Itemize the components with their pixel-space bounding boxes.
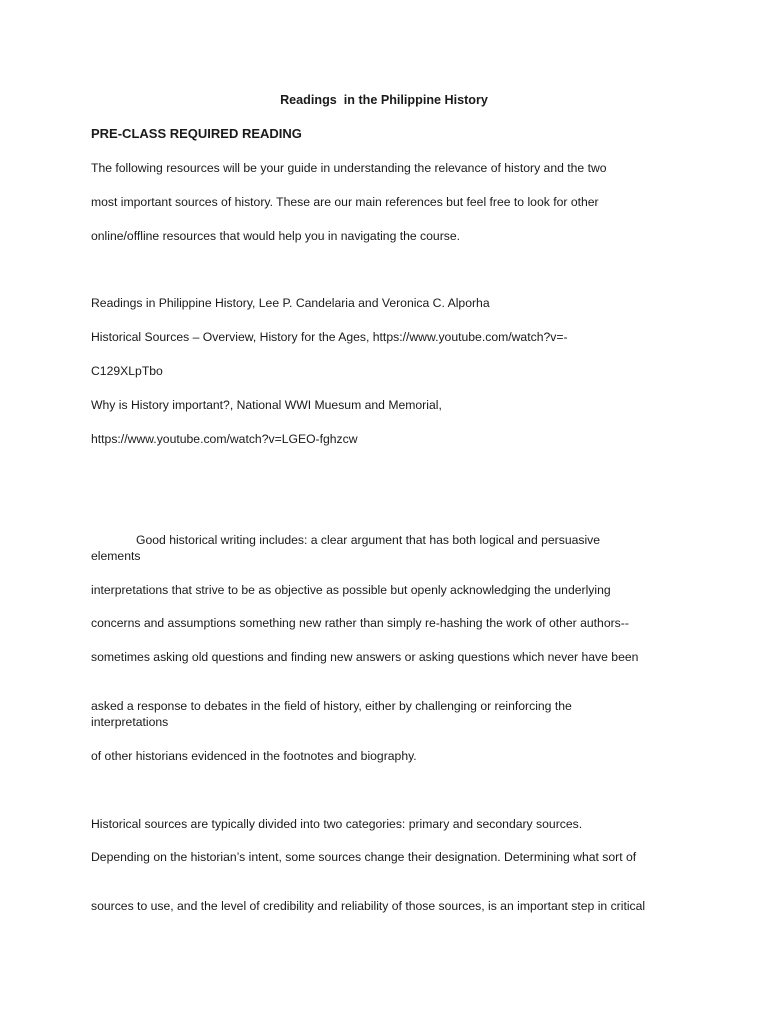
intro-line-1: The following resources will be your guide in understanding the relevance of history and the two [91, 161, 607, 175]
writing-line-4: sometimes asking old questions and finding new answers or asking questions which never have been [91, 650, 639, 664]
writing-line-2: interpretations that strive to be as objective as possible but openly acknowledging the underlying [91, 583, 611, 597]
writing-line-1: Good historical writing includes: a clear argument that has both logical and persuasive elements [91, 533, 601, 563]
intro-line-3: online/offline resources that would help you in navigating the course. [91, 229, 461, 243]
reference-line-1: Readings in Philippine History, Lee P. Candelaria and Veronica C. Alporha [91, 296, 490, 310]
sources-line-2: Depending on the historian’s intent, some sources change their designation. Determining what sort of [91, 850, 637, 864]
writing-line-5: asked a response to debates in the field of history, either by challenging or reinforcing the interpretations [91, 699, 572, 729]
reference-line-3: C129XLpTbo [91, 364, 163, 378]
section-heading: PRE-CLASS REQUIRED READING [91, 126, 302, 141]
document-title: Readings in the Philippine History [280, 93, 488, 107]
writing-line-6: of other historians evidenced in the footnotes and biography. [91, 749, 417, 763]
sources-line-3: sources to use, and the level of credibility and reliability of those sources, is an important step in critical [91, 899, 646, 913]
intro-line-2: most important sources of history. These are our main references but feel free to look for other [91, 195, 599, 209]
writing-line-3: concerns and assumptions something new rather than simply re-hashing the work of other authors-- [91, 616, 629, 630]
sources-line-1: Historical sources are typically divided into two categories: primary and secondary sources. [91, 817, 583, 831]
reference-line-2: Historical Sources – Overview, History for the Ages, https://www.youtube.com/watch?v=- [91, 330, 568, 344]
reference-line-5: https://www.youtube.com/watch?v=LGEO-fghzcw [91, 432, 358, 446]
reference-line-4: Why is History important?, National WWI Muesum and Memorial, [91, 398, 442, 412]
